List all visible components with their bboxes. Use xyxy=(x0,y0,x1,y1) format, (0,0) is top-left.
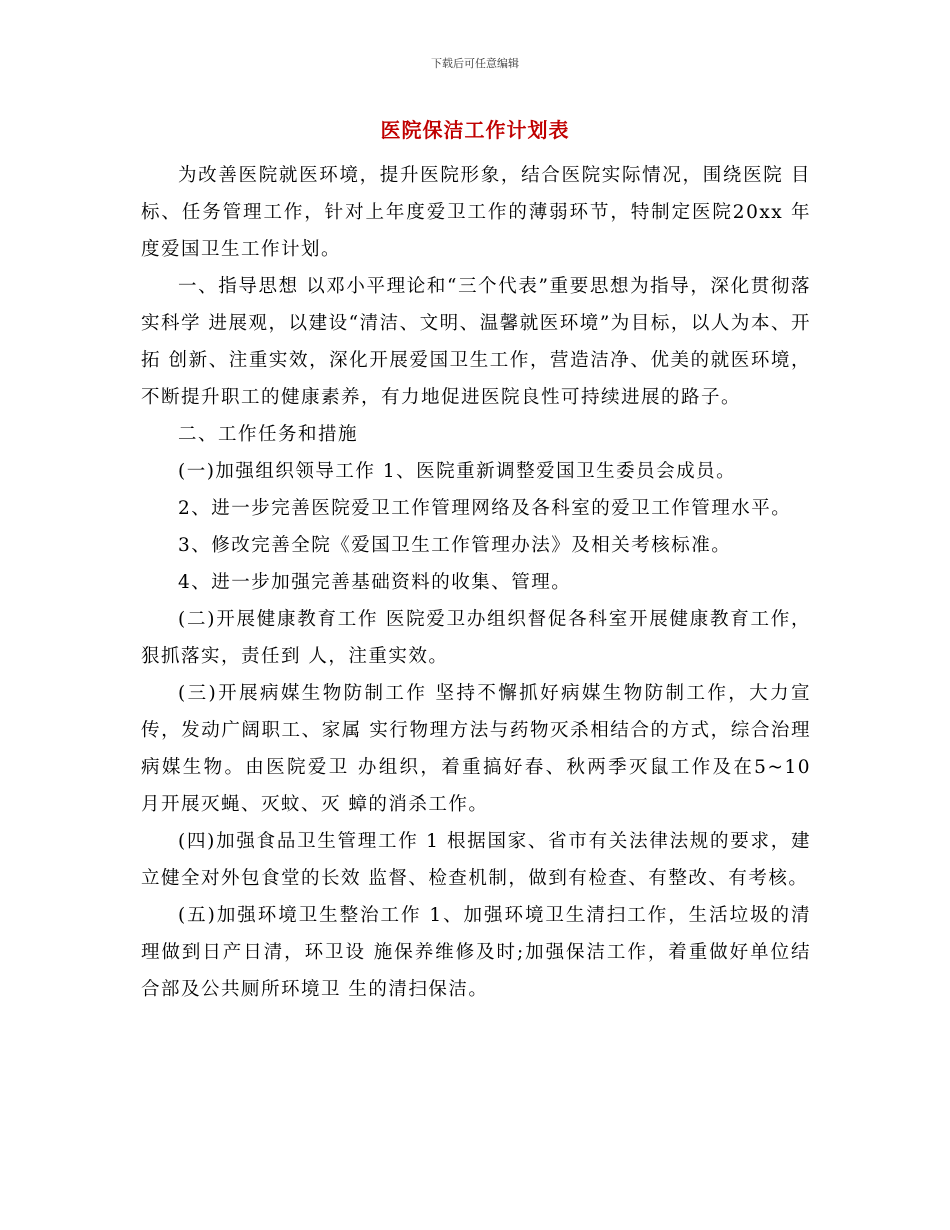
paragraph-vector-control: (三)开展病媒生物防制工作 坚持不懈抓好病媒生物防制工作，大力宣传，发动广阔职工、家属 实行物理方法与药物灭杀相结合的方式，综合治理病媒生物。由医院爱卫 办组织，着重搞好春、秋两季灭鼠工作及在5~10 月开展灭蝇、灭蚊、灭 蟑的消杀工作。 xyxy=(141,683,811,815)
header-note: 下载后可任意编辑 xyxy=(431,57,519,70)
paragraph-intro: 为改善医院就医环境，提升医院形象，结合医院实际情况，围绕医院 目标、任务管理工作，针对上年度爱卫工作的薄弱环节，特制定医院20xx 年度爱国卫生工作计划。 xyxy=(141,165,811,260)
paragraph-item-4: 4、进一步加强完善基础资料的收集、管理。 xyxy=(178,572,572,593)
paragraph-org-leadership: (一)加强组织领导工作 1、医院重新调整爱国卫生委员会成员。 xyxy=(178,461,737,482)
paragraph-section-heading: 二、工作任务和措施 xyxy=(178,424,359,445)
paragraph-guiding-thought: 一、指导思想 以邓小平理论和“三个代表”重要思想为指导，深化贯彻落实科学 进展观，以建设“清洁、文明、温馨就医环境”为目标，以人为本、开拓 创新、注重实效，深化开展爱国卫生工作，营造洁净、优美的就医环境， 不断提升职工的健康素养，有力地促进医院良性可持续进展的路子。 xyxy=(141,276,811,408)
paragraph-item-2: 2、进一步完善医院爱卫工作管理网络及各科室的爱卫工作管理水平。 xyxy=(178,498,792,519)
document-body xyxy=(141,157,811,1008)
paragraph-food-hygiene: (四)加强食品卫生管理工作 1 根据国家、省市有关法律法规的要求，建立健全对外包食堂的长效 监督、检查机制，做到有检查、有整改、有考核。 xyxy=(141,831,811,889)
document-title: 医院保洁工作计划表 xyxy=(380,118,570,142)
paragraph-environment: (五)加强环境卫生整治工作 1、加强环境卫生清扫工作，生活垃圾的清理做到日产日清，环卫设 施保养维修及时;加强保洁工作，着重做好单位结合部及公共厕所环境卫 生的清扫保洁。 xyxy=(141,905,811,1000)
paragraph-item-3: 3、修改完善全院《爱国卫生工作管理办法》及相关考核标准。 xyxy=(178,535,732,556)
paragraph-health-education: (二)开展健康教育工作 医院爱卫办组织督促各科室开展健康教育工作，狠抓落实，责任到 人，注重实效。 xyxy=(141,609,811,667)
